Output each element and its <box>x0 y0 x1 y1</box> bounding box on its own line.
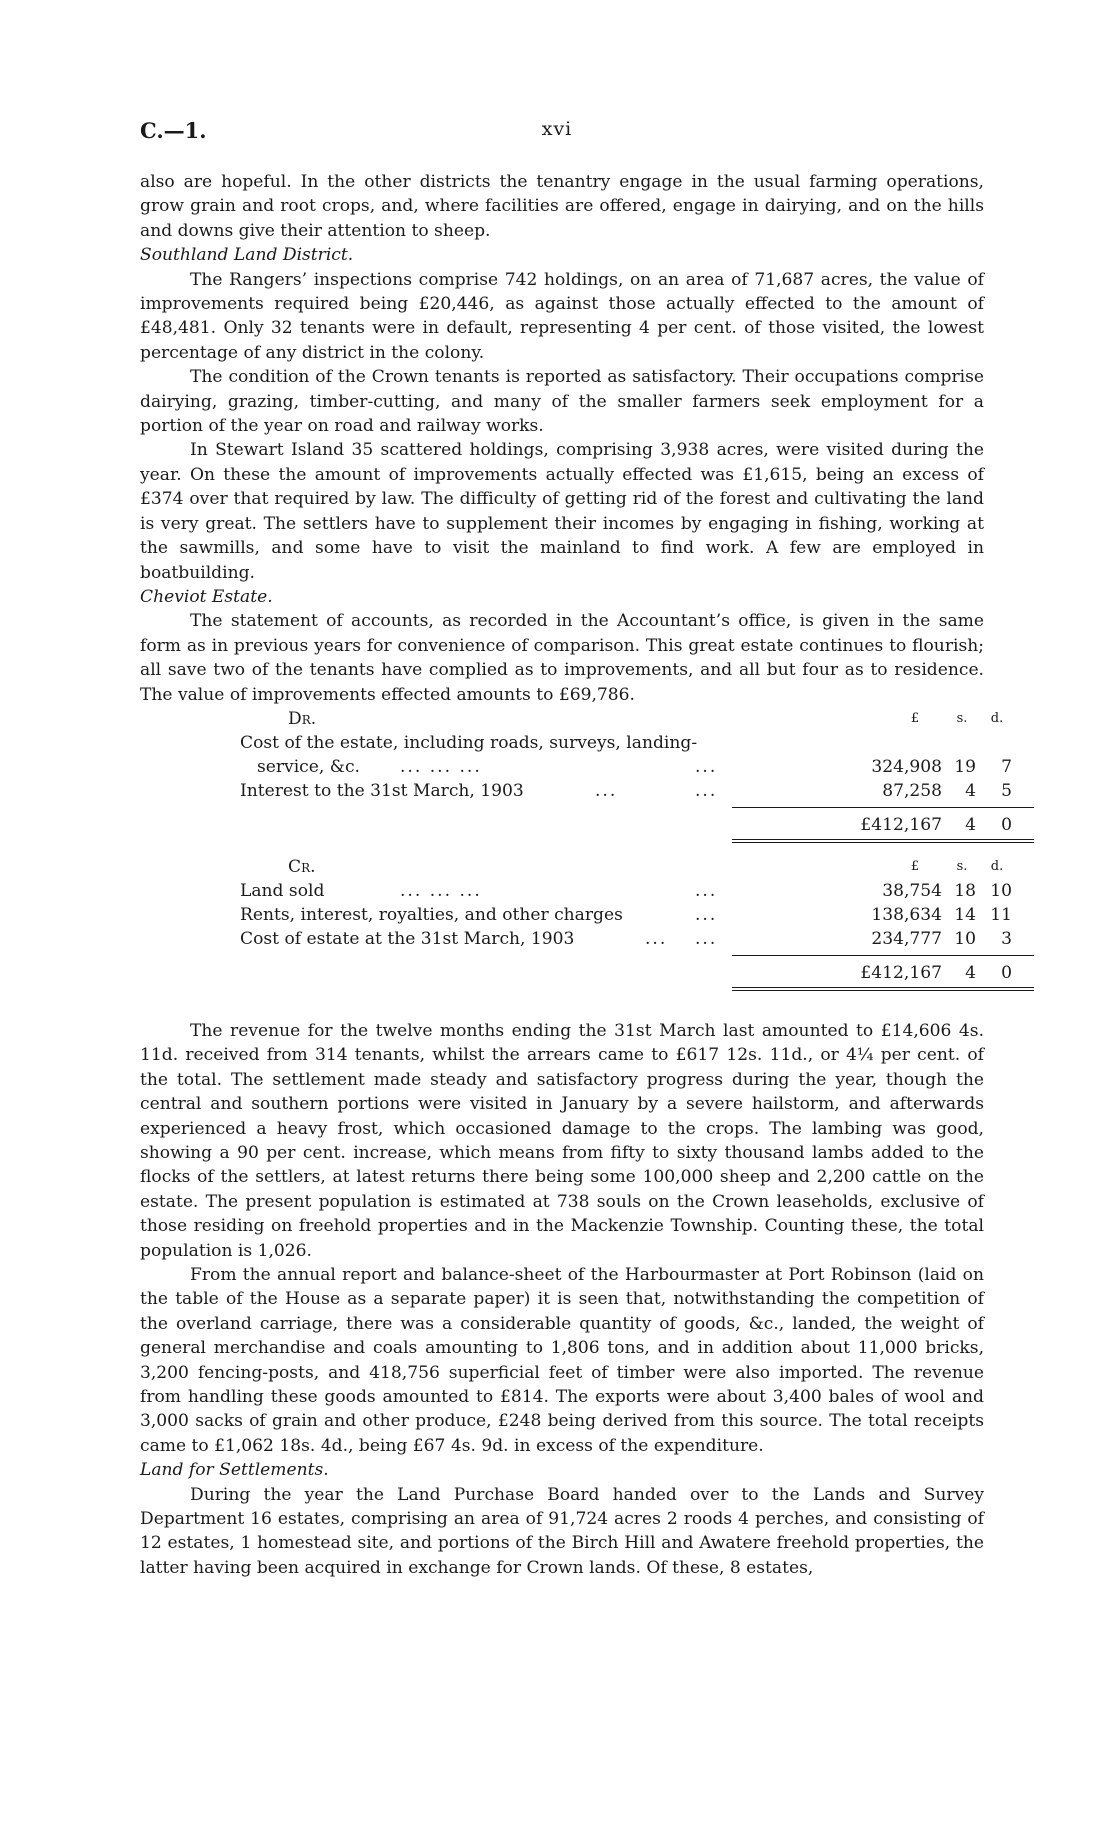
total-pounds: £412,167 <box>860 962 942 983</box>
row-shillings: 10 <box>954 928 976 949</box>
double-rule-line <box>732 839 1034 843</box>
row-description: Cost of estate at the 31st March, 1903 <box>240 928 575 949</box>
document-body <box>140 170 1012 1580</box>
row-pounds: 324,908 <box>871 756 942 777</box>
row-pence: 3 <box>1001 928 1012 949</box>
credit-total-row <box>140 951 1012 989</box>
pounds-column-header: £ <box>910 858 920 874</box>
leader-dots: ... <box>695 756 718 777</box>
section-heading-southland: Southland Land District. <box>140 245 354 266</box>
debit-total-row <box>140 803 1012 841</box>
leader-dots: ... ... ... <box>400 880 482 901</box>
page-number: xvi <box>541 118 573 140</box>
credit-label: Cr. <box>288 856 316 877</box>
rule-line <box>732 807 1034 808</box>
row-description: Land sold <box>240 880 325 901</box>
paragraph-stewart-island: In Stewart Island 35 scattered holdings, comprising 3,938 acres, were visited during the year. On these the amount of improvements actually effected was £1,615, being an excess of £374 over that required by law. The difficulty of getting rid of the forest and cultivating the land is very great. The settlers have to supplement their incomes by engaging in fishing, working at the sawmills, and some have to visit the mainland to find work. A few are employed in boatbuilding. <box>140 440 984 583</box>
debit-header <box>140 707 1004 731</box>
paragraph-southland-inspections: The Rangers’ inspections comprise 742 holdings, on an area of 71,687 acres, the value of improvements required being £20,446, as against those actually effected to the amount of £48,481. Only 32 tenants were in default, representing 4 per cent. of those visited, the lowest percentage of any district in the colony. <box>140 269 984 363</box>
row-pence: 5 <box>1001 780 1012 801</box>
paragraph-southland-condition: The condition of the Crown tenants is reported as satisfactory. Their occupations comprise dairying, grazing, timber-cutting, and many of the smaller farmers seek employment for a portion of the year on road and railway works. <box>140 367 984 437</box>
parliamentary-paper-ref: C.—1. <box>140 118 207 143</box>
total-pounds: £412,167 <box>860 814 942 835</box>
pence-column-header: d. <box>990 710 1004 726</box>
row-description: Interest to the 31st March, 1903 <box>240 780 524 801</box>
row-pence: 11 <box>990 904 1012 925</box>
leader-dots: ... <box>645 928 668 949</box>
row-shillings: 18 <box>954 880 976 901</box>
row-description: Cost of the estate, including roads, surveys, landing- <box>240 732 698 753</box>
row-pounds: 38,754 <box>882 880 942 901</box>
account-row <box>140 879 1012 903</box>
leader-dots: ... <box>695 928 718 949</box>
total-pence: 0 <box>1001 814 1012 835</box>
leader-dots: ... <box>695 780 718 801</box>
account-row <box>140 731 984 755</box>
section-heading-settlements: Land for Settlements. <box>140 1460 329 1481</box>
row-pounds: 234,777 <box>871 928 942 949</box>
row-pence: 7 <box>1001 756 1012 777</box>
leader-dots: ... <box>695 904 718 925</box>
leader-dots: ... ... ... <box>400 756 482 777</box>
account-row <box>140 927 1012 951</box>
debit-label: Dr. <box>288 708 317 729</box>
pounds-column-header: £ <box>910 710 920 726</box>
paragraph-cheviot-revenue: The revenue for the twelve months ending the 31st March last amounted to £14,606 4s. 11d. received from 314 tenants, whilst the arrears came to £617 12s. 11d., or 4¼ per cent. of the total. The settlement made steady and satisfactory progress during the year, though the central and southern portions were visited in January by a severe hailstorm, and afterwards experienced a heavy frost, which occasioned damage to the crops. The lambing was good, showing a 90 per cent. increase, which means from fifty to sixty thousand lambs added to the flocks of the settlers, at latest returns there being some 100,000 sheep and 2,200 cattle on the estate. The present population is estimated at 738 souls on the Crown leaseholds, exclusive of those residing on freehold properties and in the Mackenzie Township. Counting these, the total population is 1,026. <box>140 1020 984 1261</box>
rule-line <box>732 955 1034 956</box>
row-pounds: 87,258 <box>882 780 942 801</box>
paragraph-cheviot-accounts: The statement of accounts, as recorded in the Accountant’s office, is given in the same form as in previous years for convenience of comparison. This great estate continues to flourish; all save two of the tenants have complied as to improvements, and all but four as to residence. The value of improvements effected amounts to £69,786. <box>140 611 984 705</box>
total-shillings: 4 <box>965 962 976 983</box>
account-credit <box>140 855 1012 989</box>
row-pence: 10 <box>990 880 1012 901</box>
account-row <box>140 903 1012 927</box>
row-shillings: 14 <box>954 904 976 925</box>
double-rule-line <box>732 987 1034 991</box>
pence-column-header: d. <box>990 858 1004 874</box>
leader-dots: ... <box>595 780 618 801</box>
row-pounds: 138,634 <box>871 904 942 925</box>
account-row <box>140 755 1012 779</box>
paragraph-continuation: also are hopeful. In the other districts the tenantry engage in the usual farming operations, grow grain and root crops, and, where facilities are offered, engage in dairying, and on the hills and downs give their attention to sheep. <box>140 172 984 241</box>
leader-dots: ... <box>695 880 718 901</box>
paragraph-land-purchase: During the year the Land Purchase Board handed over to the Lands and Survey Department 16 estates, comprising an area of 91,724 acres 2 roods 4 perches, and consisting of 12 estates, 1 homestead site, and portions of the Birch Hill and Awatere freehold properties, the latter having been acquired in exchange for Crown lands. Of these, 8 estates, <box>140 1484 984 1578</box>
account-row <box>140 779 1012 803</box>
total-shillings: 4 <box>965 814 976 835</box>
shillings-column-header: s. <box>956 858 968 874</box>
row-shillings: 19 <box>954 756 976 777</box>
page-header <box>0 118 1114 148</box>
total-pence: 0 <box>1001 962 1012 983</box>
row-description: Rents, interest, royalties, and other charges <box>240 904 623 925</box>
section-heading-cheviot: Cheviot Estate. <box>140 586 273 607</box>
paragraph-port-robinson: From the annual report and balance-sheet of the Harbourmaster at Port Robinson (laid on the table of the House as a separate paper) it is seen that, notwithstanding the competition of the overland carriage, there was a considerable quantity of goods, &c., landed, the weight of general merchandise and coals amounting to 1,806 tons, and in addition about 11,000 bricks, 3,200 fencing-posts, and 418,756 superficial feet of timber were also imported. The revenue from handling these goods amounted to £814. The exports were about 3,400 bales of wool and 3,000 sacks of grain and other produce, £248 being derived from this source. The total receipts came to £1,062 18s. 4d., being £67 4s. 9d. in excess of the expenditure. <box>140 1265 984 1456</box>
row-shillings: 4 <box>965 780 976 801</box>
account-debit <box>140 707 1012 841</box>
shillings-column-header: s. <box>956 710 968 726</box>
row-description: service, &c. <box>257 756 360 777</box>
credit-header <box>140 855 1004 879</box>
